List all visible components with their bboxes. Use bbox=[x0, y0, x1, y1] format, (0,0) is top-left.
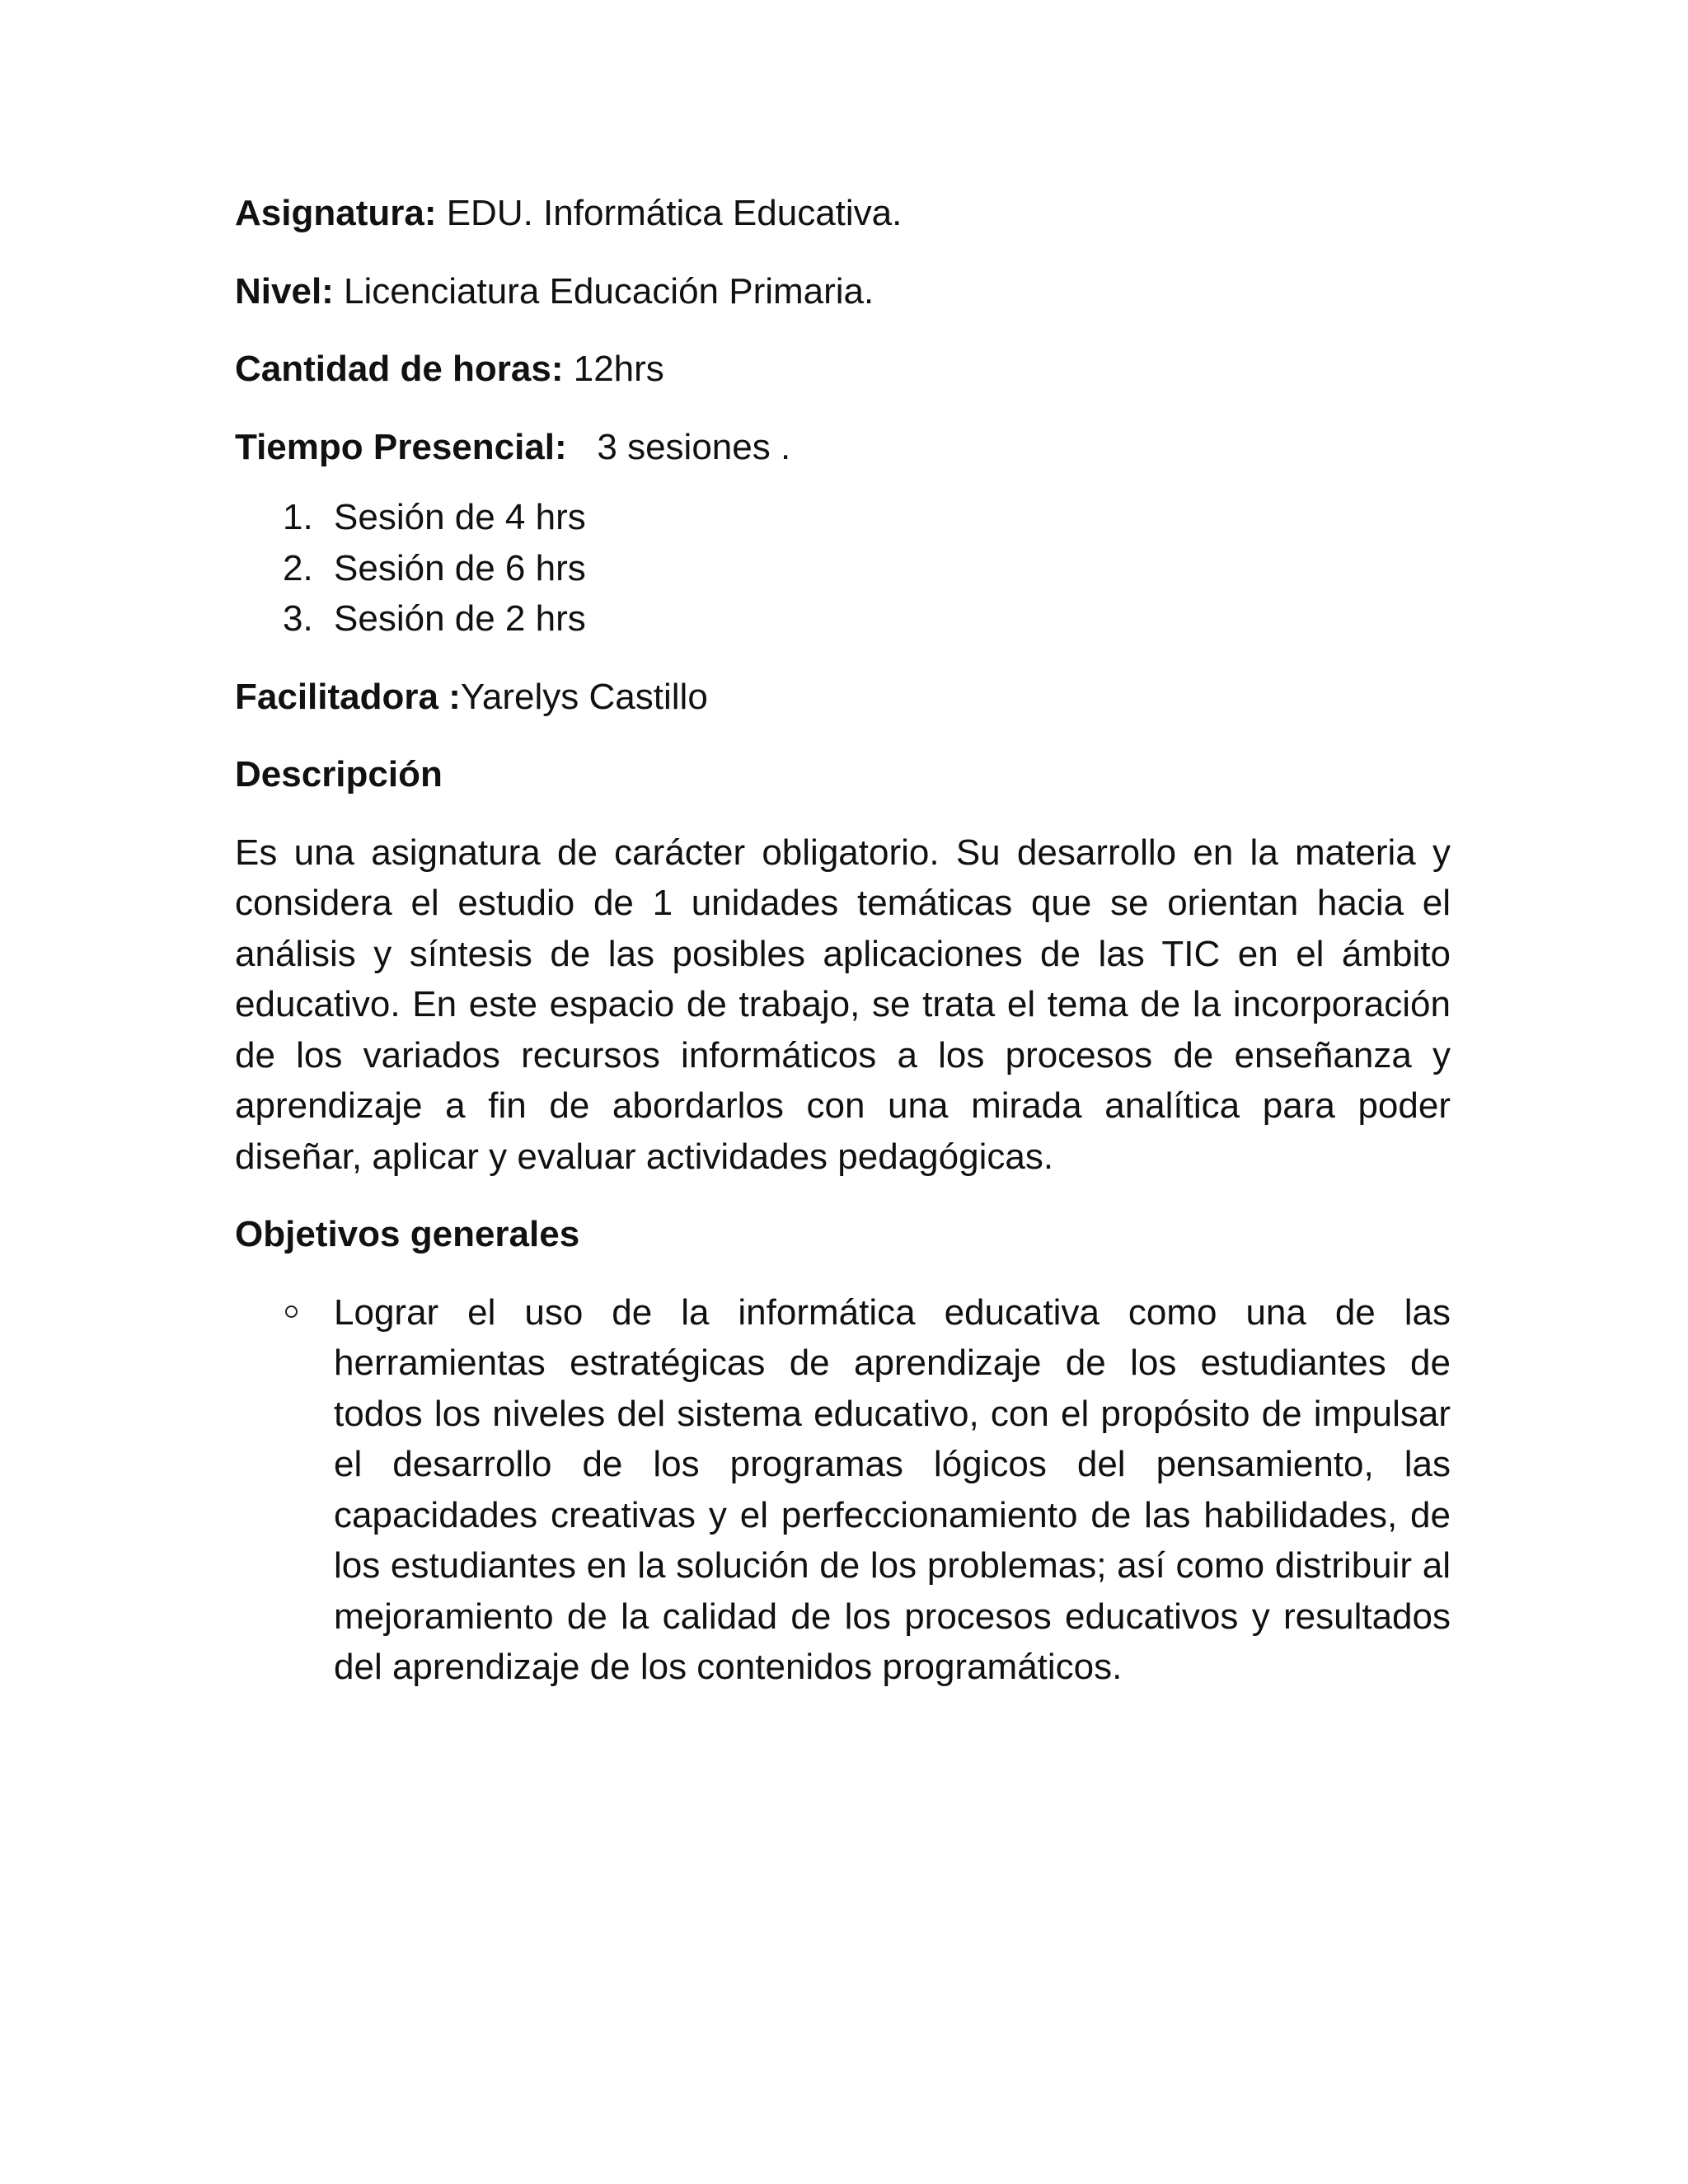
list-item bbox=[235, 593, 1451, 644]
field-tiempo-value: 3 sesiones . bbox=[597, 426, 791, 467]
field-tiempo-presencial bbox=[235, 422, 1451, 473]
list-item bbox=[235, 543, 1451, 594]
list-item-number: 2. bbox=[283, 547, 313, 588]
sessions-list bbox=[235, 492, 1451, 644]
field-horas-value: 12hrs bbox=[563, 349, 664, 389]
field-nivel bbox=[235, 266, 1451, 317]
field-tiempo-label: Tiempo Presencial: bbox=[235, 426, 567, 467]
circle-bullet-icon bbox=[285, 1305, 298, 1318]
field-facilitadora-label: Facilitadora : bbox=[235, 676, 461, 717]
field-nivel-value: Licenciatura Educación Primaria. bbox=[333, 270, 874, 312]
field-facilitadora-value: Yarelys Castillo bbox=[460, 676, 708, 717]
field-horas-label: Cantidad de horas: bbox=[235, 349, 564, 389]
list-item-text: Sesión de 2 hrs bbox=[334, 598, 586, 639]
list-item-number: 3. bbox=[283, 598, 313, 639]
list-item bbox=[235, 1287, 1451, 1693]
field-asignatura-label: Asignatura: bbox=[235, 193, 437, 233]
field-horas bbox=[235, 344, 1451, 395]
description-paragraph: Es una asignatura de carácter obligatorio. Su desarrollo en la materia y considera el estudio de 1 unidades temáticas que se orientan hacia el análisis y síntesis de las posibles aplicaciones de las TIC en el ámbito educativo. En este espacio de trabajo, se trata el tema de la incorporación de los variados recursos informáticos a los procesos de enseñanza y aprendizaje a fin de abordarlos con una mirada analítica para poder diseñar, aplicar y evaluar actividades pedagógicas. bbox=[235, 832, 1451, 1177]
list-item-number: 1. bbox=[283, 497, 313, 537]
description-heading: Descripción bbox=[235, 754, 443, 794]
objective-text: Lograr el uso de la informática educativa como una de las herramientas estratégicas de aprendizaje de los estudiantes de todos los niveles del sistema educativo, con el propósito de impulsar el desarrollo de los programas lógicos del pensamiento, las capacidades creativas y el perfeccionamiento de las habilidades, de los estudiantes en la solución de los problemas; así como distribuir al mejoramiento de la calidad de los procesos educativos y resultados del aprendizaje de los contenidos programáticos. bbox=[334, 1291, 1451, 1687]
list-item bbox=[235, 492, 1451, 543]
list-item-text: Sesión de 4 hrs bbox=[334, 497, 586, 537]
field-asignatura-value: EDU. Informática Educativa. bbox=[436, 193, 903, 233]
document-content bbox=[235, 188, 1451, 1693]
field-nivel-label: Nivel: bbox=[235, 270, 334, 312]
field-facilitadora bbox=[235, 672, 1451, 723]
list-item-text: Sesión de 6 hrs bbox=[334, 547, 586, 588]
objectives-heading: Objetivos generales bbox=[235, 1214, 580, 1254]
field-asignatura bbox=[235, 188, 1451, 239]
objectives-list bbox=[235, 1287, 1451, 1693]
